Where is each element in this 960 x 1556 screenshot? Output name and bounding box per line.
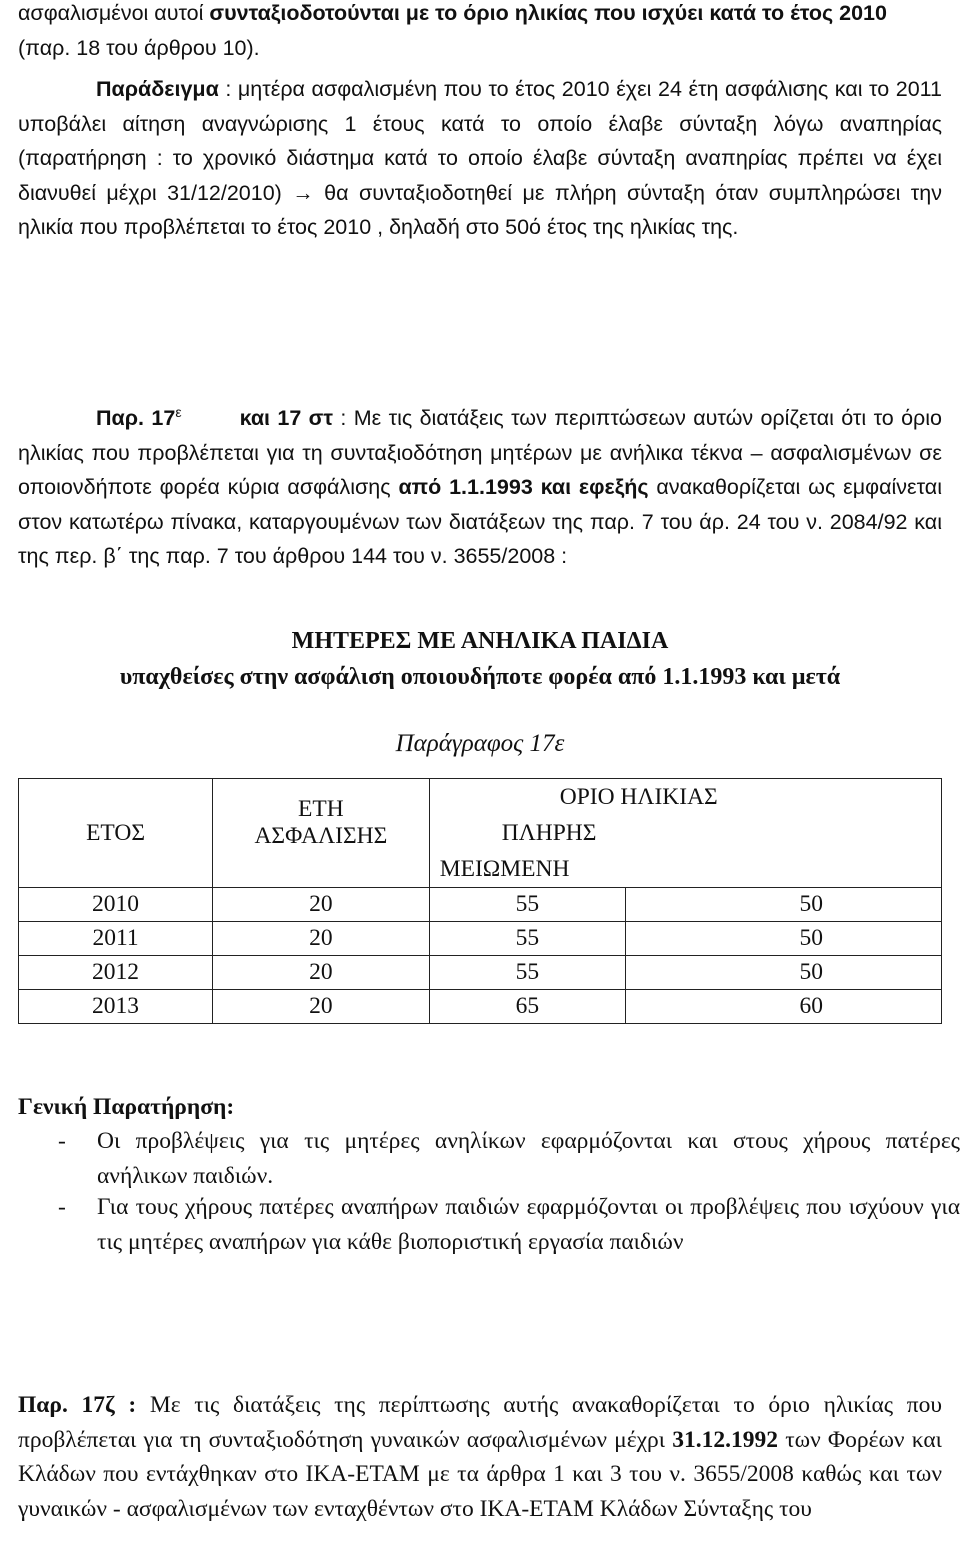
par17e-text: : Με τις διατάξεις των περιπτώσεων αυτών ορίζεται ότι το όριο ηλικίας που προβλέπεται για τη συνταξιοδότηση μητέρων με ανήλικα τέκνα – ασφαλισμένων σε οποιονδήποτε φορέα κύρια ασφάλισης [18,406,943,500]
header-full-label: ΠΛΗΡΗΣ [501,820,597,846]
par17e-label-2: και 17 στ [239,406,333,431]
par17e-text-continued: ανακαθορίζεται ως εμφαίνεται στον κατωτέρω πίνακα, καταργουμένων των διατάξεων της παρ. 7 του άρ. 24 του ν. 2084/92 και της περ. β΄ της παρ. 7 του άρθρου 144 του ν. 3655/2008 : [18,475,943,569]
list-item-text: Οι προβλέψεις για τις μητέρες ανηλίκων εφαρμόζονται και στους χήρους πατέρες ανήλικων παιδιών. [97,1128,960,1189]
header-age-limit [429,779,941,888]
cell-insurance: 20 [213,922,430,956]
list-dash: - [58,1128,66,1154]
par17z-bold-date: 31.12.1992 [672,1426,779,1453]
par17z-label: Παρ. 17ζ : [18,1392,137,1418]
list-item [18,1190,960,1294]
list-dash: - [58,1194,66,1220]
table-row [19,888,942,922]
cell-year: 2013 [19,990,213,1024]
cell-full: 55 [429,956,625,990]
list-item-text: Για τους χήρους πατέρες αναπήρων παιδιών εφαρμόζονται οι προβλέψεις που ισχύουν για τις μητέρες αναπήρων για κάθε βιοποριστική εργασία παιδιών [97,1194,960,1255]
intro-bold-text: συνταξιοδοτούνται με το όριο ηλικίας που ισχύει κατά το έτος 2010 [209,1,887,25]
header-year [19,779,213,888]
par17e-label: Παρ. 17 [96,406,176,431]
arrow-icon: → [281,180,314,205]
table-row [19,922,942,956]
table-row [19,956,942,990]
par17z-paragraph [18,1388,942,1526]
general-note-title: Γενική Παρατήρηση: [18,1094,235,1120]
intro-ref-text: (παρ. 18 του άρθρου 10). [18,35,260,60]
par17e-paragraph [18,395,942,574]
par17e-bold-text: από 1.1.1993 και εφεξής [398,475,649,500]
cell-insurance: 20 [213,888,430,922]
example-text: : μητέρα ασφαλισμένη που το έτος 2010 έχει 24 έτη ασφάλισης και το 2011 υποβάλει αίτηση αναγνώρισης 1 έτους κατά το οποίο έλαβε σύνταξη λόγω αναπηρίας (παρατήρηση : το χρονικό διάστημα κατά το οποίο έλαβε σύνταξη αναπηρίας πρέπει να έχει διανυθεί μέχρι 31/12/2010) [18,77,942,205]
example-text-continued: θα συνταξιοδοτηθεί με πλήρη σύνταξη όταν συμπληρώσει την ηλικία που προβλέπεται το έτος 2010 , δηλαδή στο 50ό έτος της ηλικίας της. [18,180,942,239]
age-limit-table [18,778,942,1024]
intro-text: ασφαλισμένοι αυτοί [18,1,210,25]
table-header-row [19,779,942,888]
header-insurance-line2: ΑΣΦΑΛΙΣΗΣ [254,823,388,849]
header-reduced-label: ΜΕΙΩΜΕΝΗ [439,856,570,882]
par17z-text: Με τις διατάξεις της περίπτωσης αυτής ανακαθορίζεται το όριο ηλικίας που προβλέπεται για τη συνταξιοδότηση γυναικών ασφαλισμένων μέχρι [18,1392,942,1453]
cell-full: 55 [429,922,625,956]
cell-year: 2012 [19,956,213,990]
cell-insurance: 20 [213,956,430,990]
header-insurance [213,779,430,888]
header-year-label: ΕΤΟΣ [86,819,145,846]
cell-reduced: 50 [626,888,942,922]
example-label: Παράδειγμα [96,77,219,101]
list-item [18,1124,960,1193]
header-age-label: ΟΡΙΟ ΗΛΙΚΙΑΣ [559,784,718,810]
cell-year: 2011 [19,922,213,956]
cell-reduced: 50 [626,956,942,990]
cell-full: 55 [429,888,625,922]
cell-year: 2010 [19,888,213,922]
cell-insurance: 20 [213,990,430,1024]
par17e-superscript: ε [175,404,182,420]
table-subtitle: υπαχθείσες στην ασφάλιση οποιουδήποτε φορέα από 1.1.1993 και μετά [119,664,841,690]
cell-reduced: 50 [626,922,942,956]
intro-paragraph [18,0,942,65]
cell-full: 65 [429,990,625,1024]
par17z-text-continued: των Φορέων και Κλάδων που εντάχθηκαν στο ΙΚΑ-ΕΤΑΜ με τα άρθρα 1 και 3 του ν. 3655/2008 καθώς και των γυναικών - ασφαλισμένων των ενταχθέντων στο ΙΚΑ-ΕΤΑΜ Κλάδων Σύνταξης του [18,1426,942,1522]
table-row [19,990,942,1024]
cell-reduced: 60 [626,990,942,1024]
table-title: ΜΗΤΕΡΕΣ ΜΕ ΑΝΗΛΙΚΑ ΠΑΙΔΙΑ [291,628,669,654]
example-paragraph [18,72,942,245]
header-insurance-line1: ΕΤΗ [298,796,344,822]
table-caption: Παράγραφος 17ε [395,730,565,757]
